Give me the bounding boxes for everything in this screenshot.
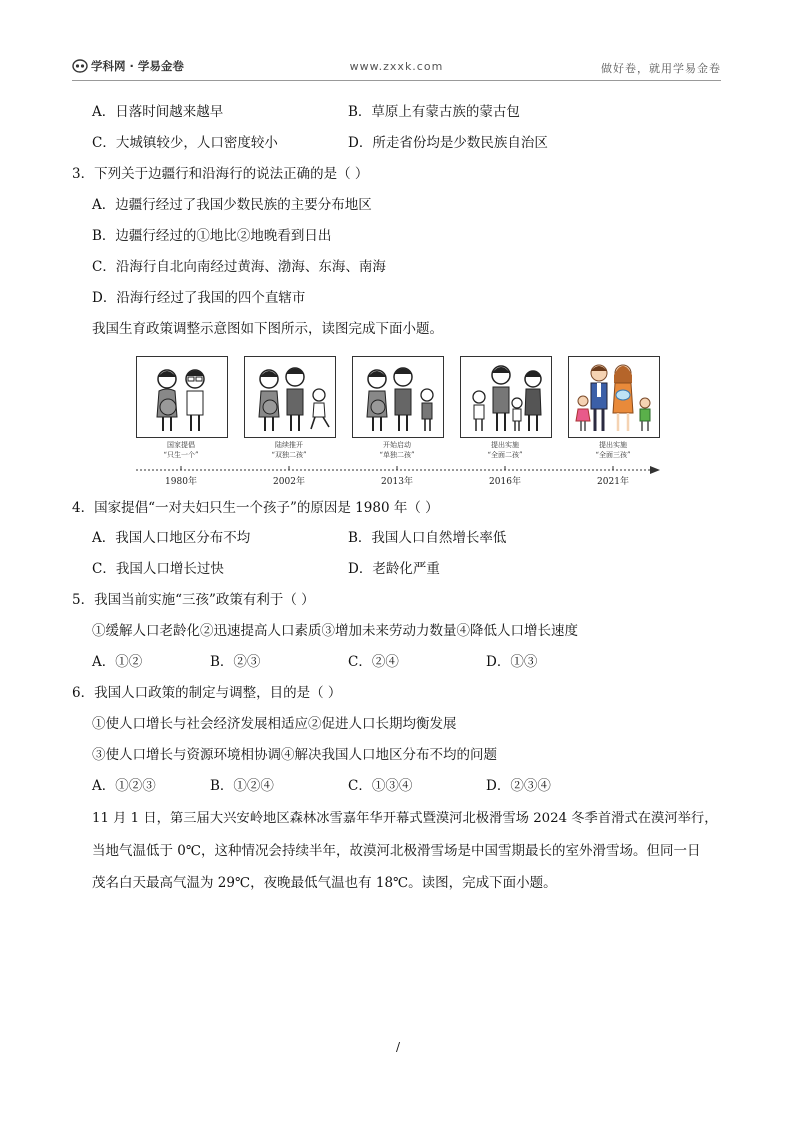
- year-1980: 1980年: [165, 477, 197, 487]
- q2-option-c: C．大城镇较少，人口密度较小: [92, 135, 278, 151]
- q5-option-c: C．②④: [348, 654, 399, 670]
- family-illustration-4: [461, 357, 551, 437]
- panel-single-only-two-child: [352, 356, 444, 438]
- q4-option-b: B．我国人口自然增长率低: [348, 530, 507, 546]
- q6-items-1: ①使人口增长与社会经济发展相适应②促进人口长期均衡发展: [92, 716, 457, 732]
- q3-option-b: B．边疆行经过的①地比②地晚看到日出: [92, 228, 332, 244]
- q3-option-c: C．沿海行自北向南经过黄海、渤海、东海、南海: [92, 259, 386, 275]
- q3-option-d: D．沿海行经过了我国的四个直辖市: [92, 290, 306, 306]
- caption-5: [563, 440, 663, 460]
- q3-stem: 3．下列关于边疆行和沿海行的说法正确的是（ ）: [72, 166, 369, 182]
- q4-option-a: A．我国人口地区分布不均: [92, 530, 251, 546]
- caption-1-line-2: “只生一个”: [163, 451, 199, 459]
- family-illustration-3: [353, 357, 443, 437]
- caption-3-line-2: “单独二孩”: [379, 451, 415, 459]
- policy-timeline-figure: [132, 356, 660, 488]
- header-slogan: 做好卷，就用学易金卷: [601, 62, 721, 75]
- q3-option-a: A．边疆行经过了我国少数民族的主要分布地区: [92, 197, 372, 213]
- caption-1: [131, 440, 231, 460]
- q5-items: ①缓解人口老龄化②迅速提高人口素质③增加未来劳动力数量④降低人口增长速度: [92, 623, 578, 639]
- page-header: [72, 58, 721, 78]
- site-url: www.zxxk.com: [349, 60, 444, 73]
- q4-option-c: C．我国人口增长过快: [92, 561, 224, 577]
- panel-universal-three-child: [568, 356, 660, 438]
- q4-option-d: D．老龄化严重: [348, 561, 440, 577]
- caption-2: [239, 440, 339, 460]
- year-2016: 2016年: [489, 477, 521, 487]
- passage-line-2: 当地气温低于 0℃，这种情况会持续半年，故漠河北极滑雪场是中国雪期最长的室外滑雪场。但同一日: [92, 843, 701, 859]
- caption-5-line-1: 提出实施: [599, 441, 627, 449]
- year-2002: 2002年: [273, 477, 305, 487]
- q6-option-b: B．①②④: [210, 778, 274, 794]
- q6-items-2: ③使人口增长与资源环境相协调④解决我国人口地区分布不均的问题: [92, 747, 497, 763]
- q4-stem: 4．国家提倡“一对夫妇只生一个孩子”的原因是 1980 年（ ）: [72, 500, 439, 516]
- passage-line-1: 11 月 1 日，第三届大兴安岭地区森林冰雪嘉年华开幕式暨漠河北极滑雪场 2024 冬季首滑式在漠河举行，: [92, 811, 718, 826]
- q2-option-a: A．日落时间越来越早: [92, 104, 224, 120]
- passage-line-3: 茂名白天最高气温为 29℃，夜晚最低气温也有 18℃。读图，完成下面小题。: [92, 875, 557, 891]
- panel-one-child: [136, 356, 228, 438]
- header-divider: [72, 80, 721, 81]
- q5-option-b: B．②③: [210, 654, 261, 670]
- q6-option-d: D．②③④: [486, 778, 551, 794]
- policy-intro: 我国生育政策调整示意图如下图所示，读图完成下面小题。: [92, 321, 443, 337]
- family-illustration-2: [245, 357, 335, 437]
- family-illustration-1: [137, 357, 227, 437]
- q5-stem: 5．我国当前实施“三孩”政策有利于（ ）: [72, 592, 315, 608]
- family-illustration-5: [569, 357, 659, 437]
- year-2013: 2013年: [381, 477, 413, 487]
- caption-2-line-2: “双独二孩”: [271, 451, 307, 459]
- q5-option-a: A．①②: [92, 654, 143, 670]
- caption-5-line-2: “全面三孩”: [595, 451, 631, 459]
- caption-2-line-1: 陆续推开: [275, 441, 303, 449]
- year-2021: 2021年: [597, 477, 629, 487]
- q6-stem: 6．我国人口政策的制定与调整，目的是（ ）: [72, 685, 342, 701]
- q2-option-b: B．草原上有蒙古族的蒙古包: [348, 104, 520, 120]
- q6-option-c: C．①③④: [348, 778, 413, 794]
- panel-double-only-two-child: [244, 356, 336, 438]
- q5-option-d: D．①③: [486, 654, 538, 670]
- logo-text: 学科网 · 学易金卷: [91, 59, 184, 73]
- caption-3-line-1: 开始启动: [383, 441, 411, 449]
- q6-option-a: A．①②③: [92, 778, 156, 794]
- caption-3: [347, 440, 447, 460]
- q2-option-d: D．所走省份均是少数民族自治区: [348, 135, 548, 151]
- caption-4: [455, 440, 555, 460]
- panel-universal-two-child: [460, 356, 552, 438]
- caption-4-line-2: “全面二孩”: [487, 451, 523, 459]
- page-number: /: [396, 1040, 401, 1054]
- caption-4-line-1: 提出实施: [491, 441, 519, 449]
- caption-1-line-1: 国家提倡: [167, 441, 195, 449]
